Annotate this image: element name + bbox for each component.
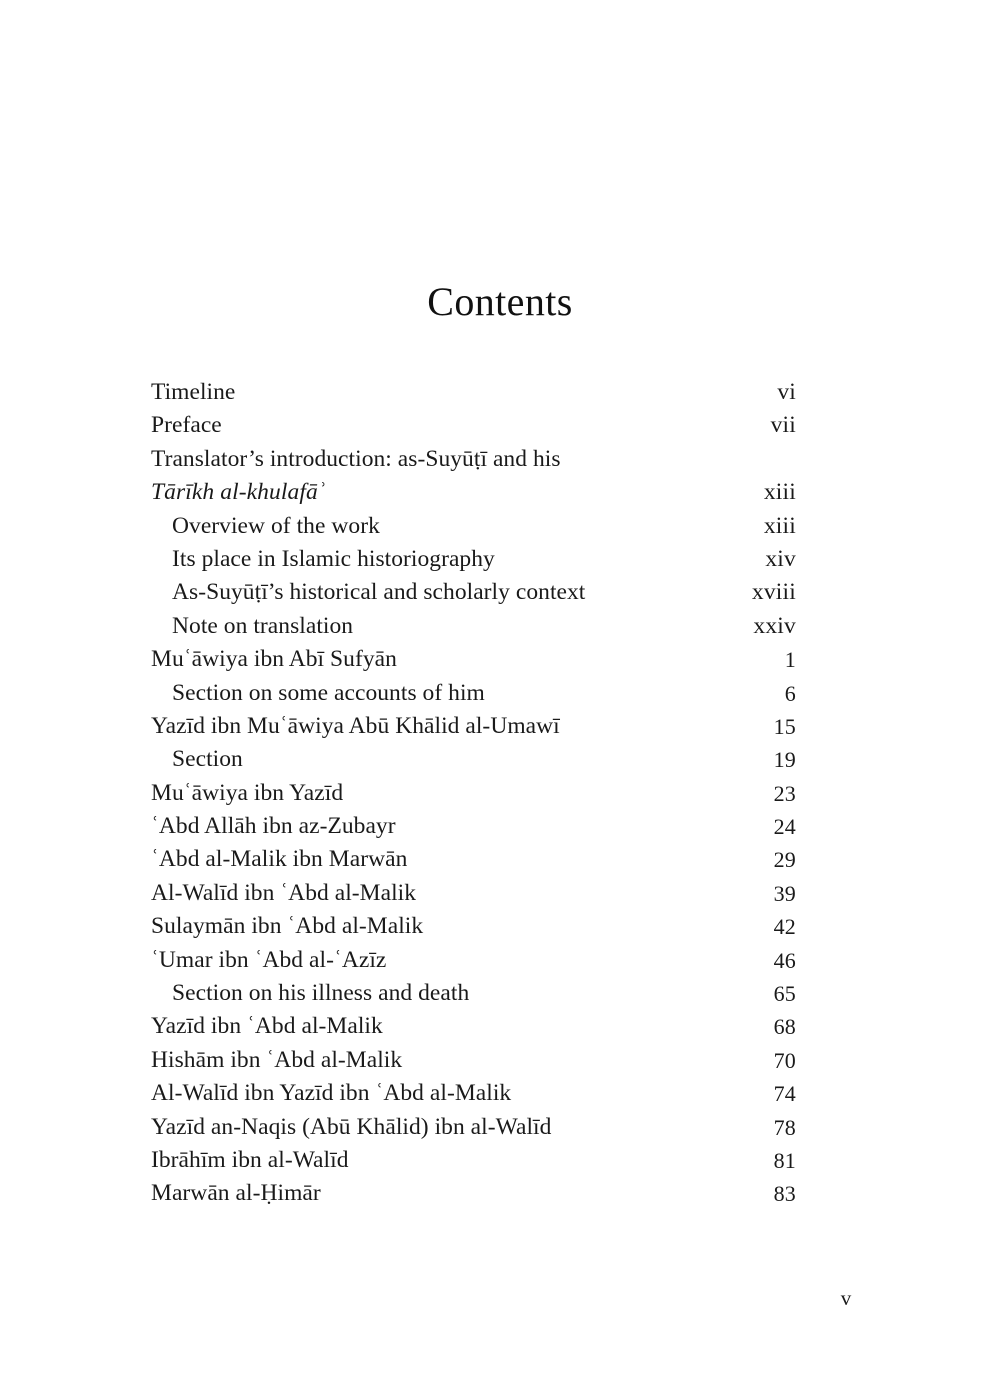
toc-entry-page-number: xviii <box>751 579 796 606</box>
toc-entry-page-number: 83 <box>773 1181 796 1207</box>
toc-entry-label: ʿUmar ibn ʿAbd al-ʿAzīz <box>151 946 387 973</box>
toc-entry-label: Muʿāwiya ibn Abī Sufyān <box>151 646 397 673</box>
toc-entry[interactable] <box>151 510 796 543</box>
toc-entry-label: Overview of the work <box>172 512 380 539</box>
toc-entry-page-number: xxiv <box>753 612 796 639</box>
toc-entry-page-number: 23 <box>773 780 796 806</box>
toc-entry[interactable] <box>151 476 796 509</box>
toc-entry[interactable] <box>151 643 796 676</box>
toc-entry-label: Note on translation <box>172 612 354 639</box>
toc-entry[interactable] <box>151 677 796 710</box>
toc-entry[interactable] <box>151 376 796 409</box>
toc-entry-page-number: vi <box>777 379 796 405</box>
toc-entry-label: Al-Walīd ibn Yazīd ibn ʿAbd al-Malik <box>151 1080 512 1107</box>
toc-entry-label: Yazīd ibn ʿAbd al-Malik <box>151 1013 383 1040</box>
toc-entry-label: Its place in Islamic historiography <box>172 545 495 572</box>
toc-entry-page-number: 65 <box>773 981 796 1007</box>
toc-entry-page-number: 74 <box>773 1081 796 1107</box>
toc-entry-label: Marwān al-Ḥimār <box>151 1180 321 1207</box>
toc-entry-label: Yazīd ibn Muʿāwiya Abū Khālid al-Umawī <box>151 712 560 739</box>
toc-entry-label: ʿAbd Allāh ibn az-Zubayr <box>151 813 396 840</box>
toc-entry-page-number: 46 <box>773 947 796 973</box>
toc-entry-label: Preface <box>151 412 222 439</box>
toc-entry[interactable] <box>151 810 796 843</box>
toc-entry-page-number: 81 <box>773 1147 796 1173</box>
toc-entry-label: Section <box>172 746 243 773</box>
toc-entry-label: Yazīd an-Naqis (Abū Khālid) ibn al-Walīd <box>151 1113 552 1140</box>
toc-entry[interactable] <box>151 1044 796 1077</box>
toc-entry-page-number: xiv <box>765 545 796 572</box>
toc-entry-label: Translator’s introduction: as-Suyūṭī and his <box>151 445 561 472</box>
toc-entry[interactable] <box>151 877 796 910</box>
toc-entry[interactable] <box>151 710 796 743</box>
toc-entry[interactable] <box>151 443 796 476</box>
toc-entry-label: Timeline <box>151 379 236 405</box>
toc-entry[interactable] <box>151 1077 796 1110</box>
toc-entry[interactable] <box>151 1111 796 1144</box>
toc-entry-page-number: vii <box>770 412 796 439</box>
toc-entry[interactable] <box>151 409 796 442</box>
toc-entry[interactable] <box>151 777 796 810</box>
toc-entry-page-number: 78 <box>773 1114 796 1140</box>
toc-entry-page-number: 68 <box>773 1014 796 1040</box>
toc-entry-label: Ibrāhīm ibn al-Walīd <box>151 1146 349 1173</box>
toc-entry[interactable] <box>151 977 796 1010</box>
toc-entry-page-number: 70 <box>773 1047 796 1073</box>
toc-entry-label: ʿAbd al-Malik ibn Marwān <box>151 846 408 873</box>
toc-entry-page-number: 29 <box>773 847 796 873</box>
toc-entry-page-number: 19 <box>773 747 796 773</box>
page-title: Contents <box>427 279 573 324</box>
toc-entry-page-number: 1 <box>784 647 796 673</box>
toc-entry[interactable] <box>151 1144 796 1177</box>
toc-entry-page-number: 24 <box>773 814 796 840</box>
toc-entry-page-number: 39 <box>773 880 796 906</box>
toc-entry-label: Sulaymān ibn ʿAbd al-Malik <box>151 913 424 940</box>
toc-entry-label: Al-Walīd ibn ʿAbd al-Malik <box>151 879 417 906</box>
toc-entry[interactable] <box>151 944 796 977</box>
toc-entry-page-number: xiii <box>763 512 796 539</box>
toc-entry[interactable] <box>151 843 796 876</box>
toc-entry-label: As-Suyūṭī’s historical and scholarly context <box>172 579 586 606</box>
toc-entry[interactable] <box>151 743 796 776</box>
toc-entry-label: Tārīkh al-khulafāʾ <box>151 479 326 506</box>
toc-entry[interactable] <box>151 610 796 643</box>
toc-entry[interactable] <box>151 1010 796 1043</box>
toc-entry-page-number: xiii <box>763 479 796 506</box>
toc-entry[interactable] <box>151 1177 796 1210</box>
toc-entry-label: Section on his illness and death <box>172 980 470 1007</box>
toc-entry[interactable] <box>151 576 796 609</box>
toc-entry-page-number: 42 <box>773 914 796 940</box>
toc-entry[interactable] <box>151 910 796 943</box>
folio-page-number: v <box>840 1286 852 1310</box>
toc-entry[interactable] <box>151 543 796 576</box>
toc-entry-label: Section on some accounts of him <box>172 679 485 706</box>
toc-entry-label: Hishām ibn ʿAbd al-Malik <box>151 1046 403 1073</box>
toc-entry-page-number: 6 <box>784 680 796 706</box>
toc-entry-list <box>151 376 796 1211</box>
toc-entry-label: Muʿāwiya ibn Yazīd <box>151 779 344 806</box>
toc-entry-page-number: 15 <box>773 713 796 739</box>
